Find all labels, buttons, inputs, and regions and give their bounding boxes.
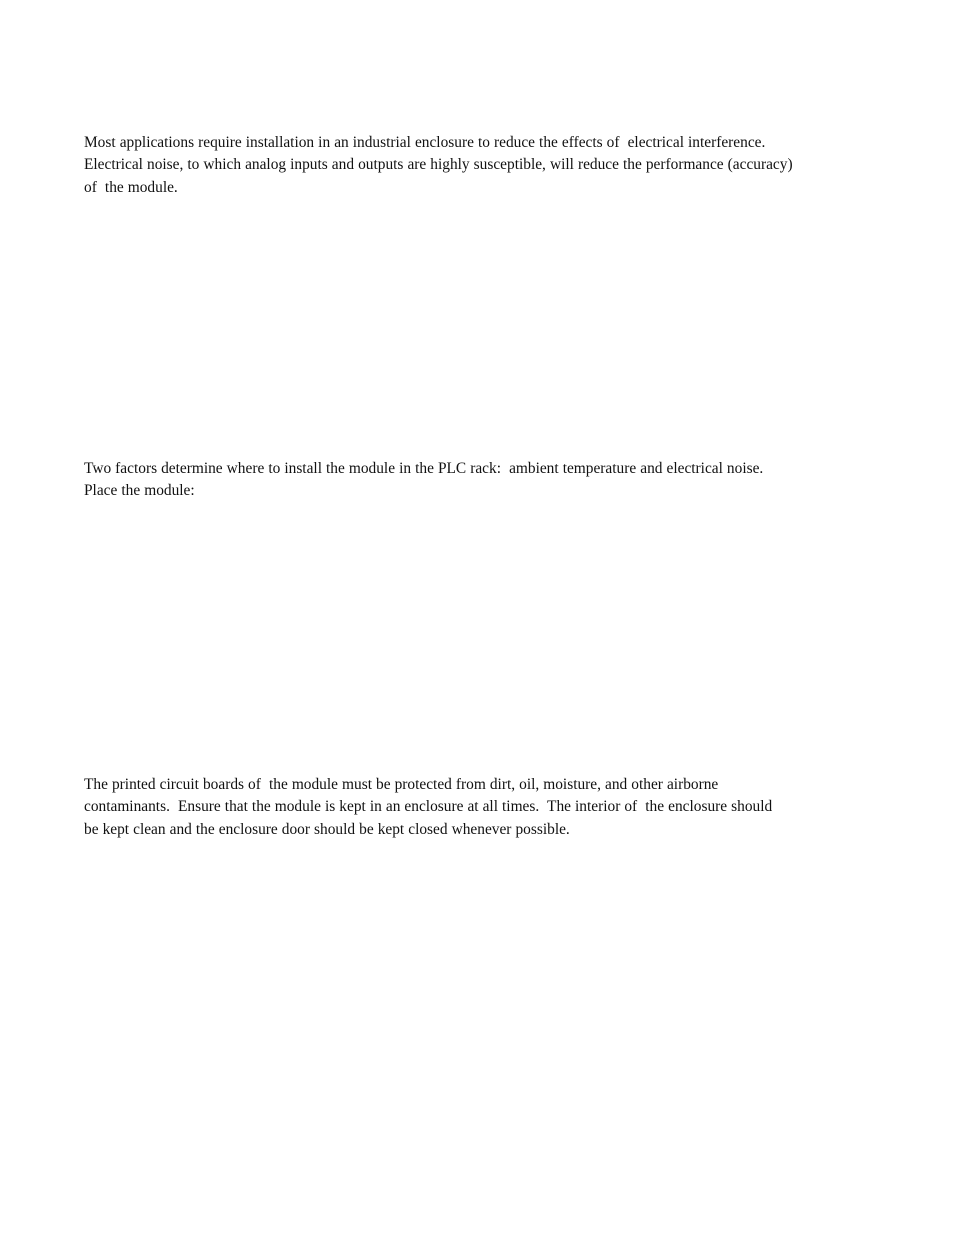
text-line: Electrical noise, to which analog inputs and outputs are highly susceptible, will reduce the performance (accuracy)	[84, 156, 793, 174]
text-line: of the module.	[84, 178, 178, 196]
paragraph-enclosure-requirement	[84, 132, 874, 199]
text-line: Place the module:	[84, 482, 195, 500]
text-line: be kept clean and the enclosure door should be kept closed whenever possible.	[84, 820, 570, 838]
text-line: contaminants. Ensure that the module is kept in an enclosure at all times. The interior of the enclosure should	[84, 798, 773, 816]
text-line: The printed circuit boards of the module must be protected from dirt, oil, moisture, and other airborne	[84, 776, 719, 793]
text-line: Two factors determine where to install the module in the PLC rack: ambient temperature and electrical noise.	[84, 460, 764, 477]
paragraph-module-placement	[84, 458, 874, 503]
paragraph-contamination-protection	[84, 774, 874, 841]
text-line: Most applications require installation in an industrial enclosure to reduce the effects of electrical interference.	[84, 134, 766, 151]
